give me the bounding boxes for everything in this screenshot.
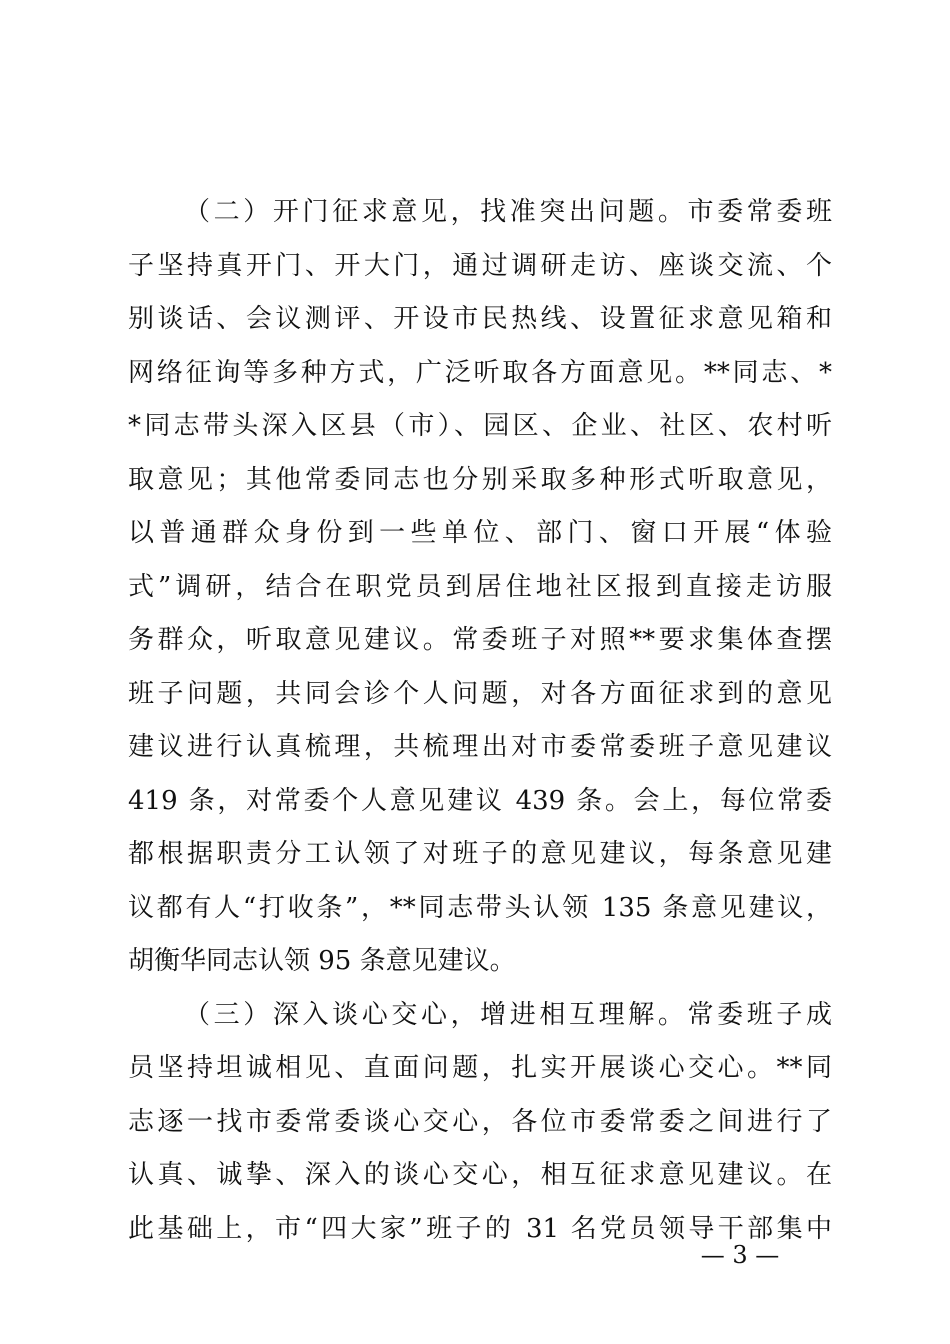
- paragraph-line: 419 条，对常委个人意见建议 439 条。会上，每位常委: [128, 785, 832, 816]
- paragraph-line: 别谈话、会议测评、开设市民热线、设置征求意见箱和: [128, 304, 832, 334]
- paragraph-line: 员坚持坦诚相见、直面问题，扎实开展谈心交心。**同: [128, 1053, 832, 1083]
- paragraph-line: （三）深入谈心交心，增进相互理解。常委班子成: [184, 999, 832, 1030]
- paragraph-line: 都根据职责分工认领了对班子的意见建议，每条意见建: [128, 839, 832, 869]
- body-text: [128, 186, 832, 1256]
- paragraph-line: 认真、诚挚、深入的谈心交心，相互征求意见建议。在: [128, 1160, 832, 1190]
- paragraph-line: 式”调研，结合在职党员到居住地社区报到直接走访服: [128, 571, 832, 602]
- paragraph-line: 子坚持真开门、开大门，通过调研走访、座谈交流、个: [128, 250, 832, 281]
- paragraph-line: 志逐一找市委常委谈心交心，各位市委常委之间进行了: [128, 1106, 832, 1137]
- paragraph-3: [128, 989, 832, 1257]
- paragraph-line: *同志带头深入区县（市）、园区、企业、社区、农村听: [128, 411, 832, 441]
- paragraph-line: 务群众，听取意见建议。常委班子对照**要求集体查摆: [128, 625, 832, 655]
- paragraph-line: 网络征询等多种方式，广泛听取各方面意见。**同志、*: [128, 357, 832, 388]
- paragraph-line: 以普通群众身份到一些单位、部门、窗口开展“体验: [128, 518, 832, 548]
- paragraph-line: 取意见；其他常委同志也分别采取多种形式听取意见，: [128, 464, 832, 495]
- paragraph-line: 胡衡华同志认领 95 条意见建议。: [128, 946, 516, 976]
- paragraph-line: （二）开门征求意见，找准突出问题。市委常委班: [184, 197, 832, 227]
- paragraph-2: [128, 186, 832, 989]
- paragraph-line: 建议进行认真梳理，共梳理出对市委常委班子意见建议: [128, 732, 832, 762]
- paragraph-line: 班子问题，共同会诊个人问题，对各方面征求到的意见: [128, 678, 832, 709]
- paragraph-line: 议都有人“打收条”，**同志带头认领 135 条意见建议，: [128, 892, 832, 923]
- paragraph-line: 此基础上，市“四大家”班子的 31 名党员领导干部集中: [128, 1213, 832, 1244]
- page-number: — 3 —: [700, 1241, 780, 1269]
